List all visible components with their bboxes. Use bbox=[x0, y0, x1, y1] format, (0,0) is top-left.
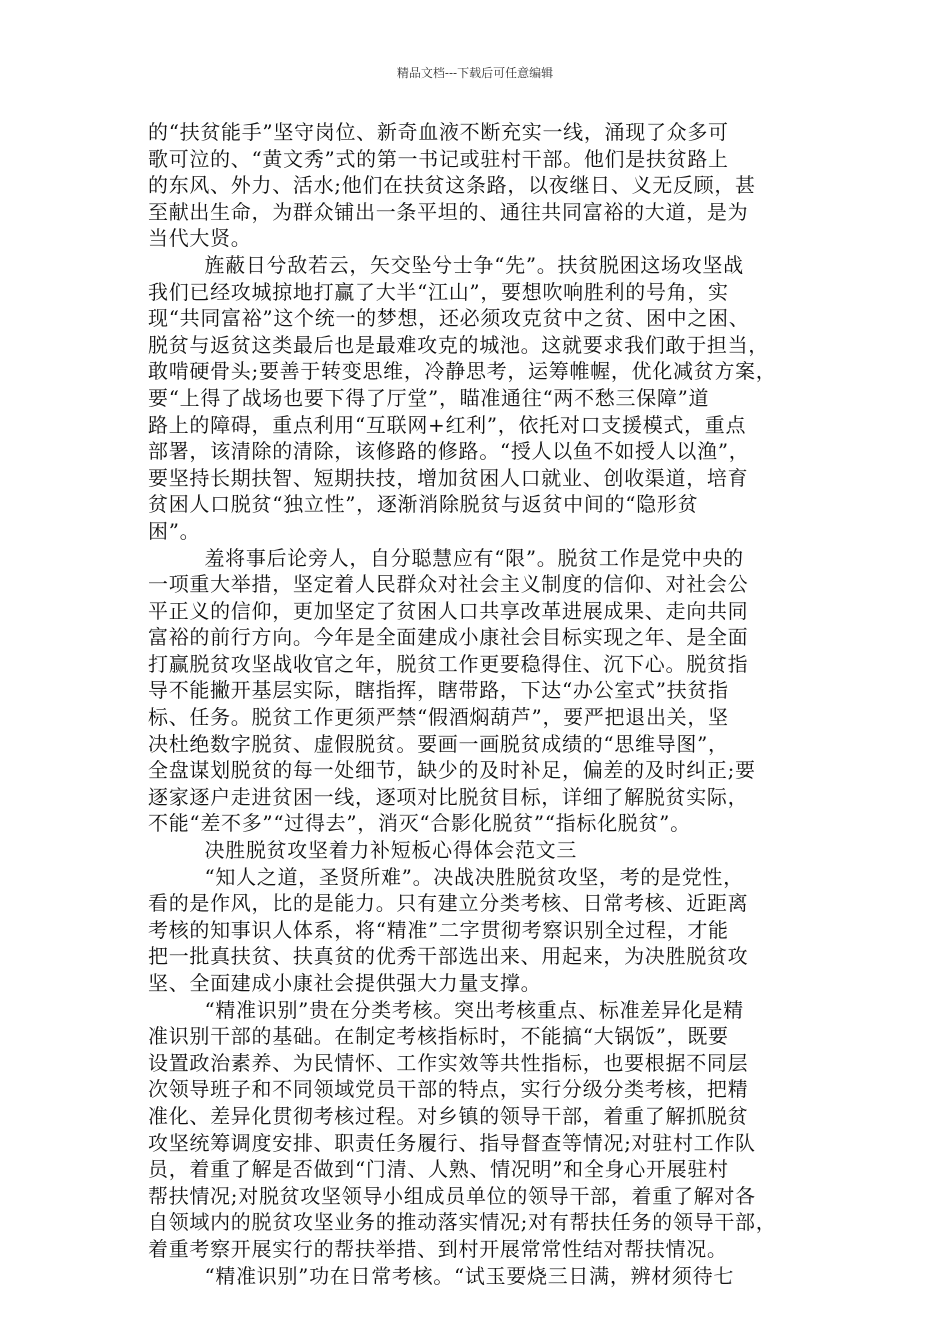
text-line: 决杜绝数字脱贫、虚假脱贫。要画一画脱贫成绩的“思维导图”， bbox=[148, 731, 729, 756]
text-line: “精准识别”贵在分类考核。突出考核重点、标准差异化是精 bbox=[148, 997, 744, 1022]
text-line: 帮扶情况;对脱贫攻坚领导小组成员单位的领导干部，着重了解对各 bbox=[148, 1183, 756, 1208]
text-line: 歌可泣的、“黄文秀”式的第一书记或驻村干部。他们是扶贫路上 bbox=[148, 146, 729, 171]
text-line: 当代大贤。 bbox=[148, 226, 252, 251]
text-line: 至献出生命，为群众铺出一条平坦的、通往共同富裕的大道，是为 bbox=[148, 199, 749, 224]
text-line: 敢啃硬骨头;要善于转变思维，冷静思考，运筹帷幄，优化减贫方案， bbox=[148, 359, 777, 384]
text-line: 要“上得了战场也要下得了厅堂”，瞄准通往“两不愁三保障”道 bbox=[148, 385, 710, 410]
text-line: 一项重大举措，坚定着人民群众对社会主义制度的信仰、对社会公 bbox=[148, 572, 749, 597]
text-line: 旌蔽日兮敌若云，矢交坠兮士争“先”。扶贫脱困这场攻坚战 bbox=[148, 252, 744, 277]
text-line: 富裕的前行方向。今年是全面建成小康社会目标实现之年、是全面 bbox=[148, 625, 749, 650]
text-line: 全盘谋划脱贫的每一处细节，缺少的及时补足，偏差的及时纠正;要 bbox=[148, 758, 756, 783]
text-line: 的“扶贫能手”坚守岗位、新奇血液不断充实一线，涌现了众多可 bbox=[148, 120, 729, 144]
text-line: 考核的知事识人体系，将“精准”二字贯彻考察识别全过程，才能 bbox=[148, 917, 729, 942]
text-line: 员，着重了解是否做到“门清、人熟、情况明”和全身心开展驻村 bbox=[148, 1157, 729, 1182]
document-body bbox=[148, 119, 808, 1289]
text-line: 不能“差不多”“过得去”，消灭“合影化脱贫”“指标化脱贫”。 bbox=[148, 811, 691, 836]
text-line: 羞将事后论旁人，自分聪慧应有“限”。脱贫工作是党中央的 bbox=[148, 545, 744, 570]
text-line: 坚、全面建成小康社会提供强大力量支撑。 bbox=[148, 971, 542, 995]
text-line: 的东风、外力、活水;他们在扶贫这条路，以夜继日、义无反顾，甚 bbox=[148, 173, 756, 198]
text-line: 打赢脱贫攻坚战收官之年，脱贫工作更要稳得住、沉下心。脱贫指 bbox=[148, 651, 749, 676]
text-line: 路上的障碍，重点利用“互联网+红利”，依托对口支援模式，重点 bbox=[148, 412, 747, 437]
text-line: 次领导班子和不同领域党员干部的特点，实行分级分类考核，把精 bbox=[148, 1077, 749, 1102]
text-line: 自领域内的脱贫攻坚业务的推动落实情况;对有帮扶任务的领导干部， bbox=[148, 1210, 777, 1235]
text-line: 我们已经攻城掠地打赢了大半“江山”，要想吹响胜利的号角，实 bbox=[148, 279, 729, 304]
text-line: 平正义的信仰，更加坚定了贫困人口共享改革进展成果、走向共同 bbox=[148, 598, 749, 623]
text-line: 部署，该清除的清除，该修路的修路。“授人以鱼不如授人以渔”， bbox=[148, 439, 750, 464]
text-line: “知人之道，圣贤所难”。决战决胜脱贫攻坚，考的是党性， bbox=[148, 864, 744, 889]
text-line: 着重考察开展实行的帮扶举措、到村开展常常性结对帮扶情况。 bbox=[148, 1236, 728, 1261]
page-header: 精品文档---下载后可任意编辑 bbox=[396, 66, 554, 80]
text-line: 攻坚统筹调度安排、职责任务履行、指导督查等情况;对驻村工作队 bbox=[148, 1130, 756, 1155]
text-line: 准识别干部的基础。在制定考核指标时，不能搞“大锅饭”，既要 bbox=[148, 1024, 729, 1049]
text-line: 逐家逐户走进贫困一线，逐项对比脱贫目标，详细了解脱贫实际， bbox=[148, 784, 749, 809]
text-line: 困”。 bbox=[148, 518, 201, 543]
text-line: 贫困人口脱贫“独立性”，逐渐消除脱贫与返贫中间的“隐形贫 bbox=[148, 492, 699, 517]
text-line: 现“共同富裕”这个统一的梦想，还必须攻克贫中之贫、困中之困、 bbox=[148, 306, 750, 331]
text-line: 标、任务。脱贫工作更须严禁“假酒焖葫芦”，要严把退出关，坚 bbox=[148, 705, 729, 730]
text-line: “精准识别”功在日常考核。“试玉要烧三日满，辨材须待七 bbox=[148, 1263, 735, 1288]
text-line: 看的是作风，比的是能力。只有建立分类考核、日常考核、近距离 bbox=[148, 891, 749, 916]
text-line: 脱贫与返贫这类最后也是最难攻克的城池。这就要求我们敢于担当， bbox=[148, 332, 769, 357]
text-line: 决胜脱贫攻坚着力补短板心得体会范文三 bbox=[148, 838, 578, 863]
text-line: 准化、差异化贯彻考核过程。对乡镇的领导干部，着重了解抓脱贫 bbox=[148, 1103, 749, 1128]
text-line: 设置政治素养、为民情怀、工作实效等共性指标，也要根据不同层 bbox=[148, 1050, 749, 1075]
text-line: 把一批真扶贫、扶真贫的优秀干部选出来、用起来，为决胜脱贫攻 bbox=[148, 944, 749, 969]
text-line: 导不能撇开基层实际，瞎指挥，瞎带路，下达“办公室式”扶贫指 bbox=[148, 678, 729, 703]
text-line: 要坚持长期扶智、短期扶技，增加贫困人口就业、创收渠道，培育 bbox=[148, 465, 749, 490]
